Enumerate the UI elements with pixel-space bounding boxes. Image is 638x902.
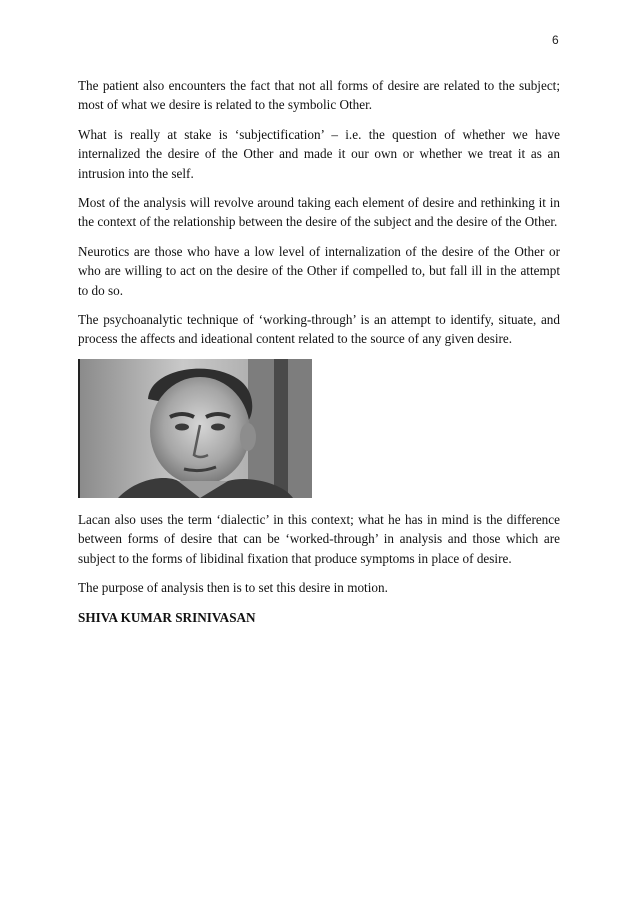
author-signature: SHIVA KUMAR SRINIVASAN [78, 609, 256, 625]
paragraph-6: Lacan also uses the term ‘dialectic’ in this context; what he has in mind is the difference between forms of desire that can be ‘worked-through’ in analysis and those which are subject to the forms of libidinal fixation that produce symptoms in place of desire. [78, 511, 560, 566]
paragraph-3: Most of the analysis will revolve around taking each element of desire and rethinking it in the context of the relationship between the desire of the subject and the desire of the Other. [78, 195, 560, 230]
paragraph-2: What is really at stake is ‘subjectification’ – i.e. the question of whether we have internalized the desire of the Other and made it our own or whether we treat it as an intrusion into the self. [78, 126, 560, 181]
paragraph-5: The psychoanalytic technique of ‘working-through’ is an attempt to identify, situate, and process the affects and ideational content related to the source of any given desire. [78, 312, 560, 347]
paragraph-4: Neurotics are those who have a low level of internalization of the desire of the Other or who are willing to act on the desire of the Other if compelled to, but fall ill in the attempt to do so. [78, 243, 560, 298]
portrait-photo-graphic [78, 359, 312, 498]
page-number: 6 [552, 33, 559, 47]
paragraph-1: The patient also encounters the fact that not all forms of desire are related to the subject; most of what we desire is related to the symbolic Other. [78, 78, 560, 113]
portrait-photo [78, 359, 312, 498]
document-body [78, 76, 560, 627]
paragraph-7: The purpose of analysis then is to set this desire in motion. [78, 580, 388, 596]
